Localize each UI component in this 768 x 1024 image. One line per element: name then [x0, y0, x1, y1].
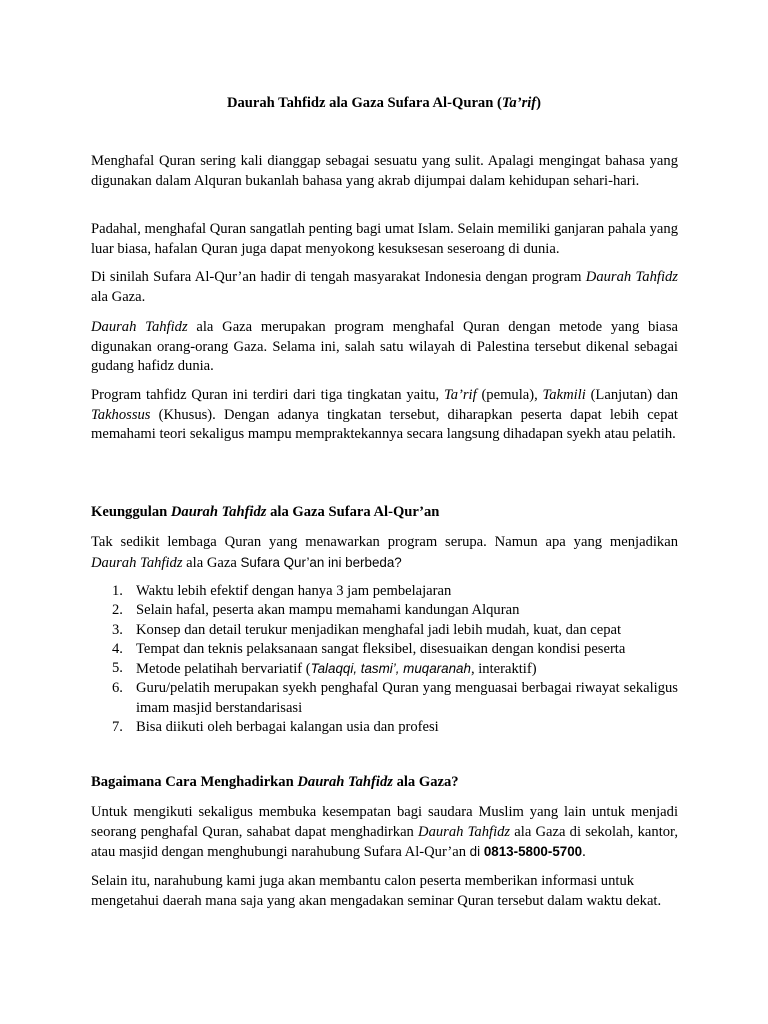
title-italic: Ta’rif — [501, 95, 537, 111]
advantages-list — [91, 582, 678, 737]
closing-paragraph: Selain itu, narahubung kami juga akan membantu calon peserta memberikan informasi untuk mengetahui daerah mana saja yang akan mengadakan seminar Quran tersebut dalam waktu dekat. — [91, 873, 662, 909]
gaza-method-paragraph: Daurah Tahfidz ala Gaza merupakan program menghafal Quran dengan metode yang biasa digunakan orang-orang Gaza. Selama ini, salah satu wilayah di Palestina tersebut dikenal sebagai gudang hafidz dunia. — [91, 319, 678, 374]
levels-paragraph: Program tahfidz Quran ini terdiri dari tiga tingkatan yaitu, Ta’rif (pemula), Takmili (Lanjutan) dan Takhossus (Khusus). Dengan adanya tingkatan tersebut, diharapkan peserta dapat lebih cepat memahami teori sekaligus mampu mempraktekannya secara langsung dihadapan syekh atau pelatih. — [91, 387, 678, 442]
list-item: 6. Guru/pelatih merupakan syekh penghafal Quran yang menguasai berbagai riwayat sekaligus imam masjid berstandarisasi — [112, 680, 678, 716]
section-heading-keunggulan: Keunggulan Daurah Tahfidz ala Gaza Sufara Al-Qur’an — [91, 504, 440, 520]
title-text: Daurah Tahfidz ala Gaza Sufara Al-Quran ( — [226, 95, 502, 111]
intro-paragraph-2: Padahal, menghafal Quran sangatlah penting bagi umat Islam. Selain memiliki ganjaran pahala yang luar biasa, hafalan Quran juga dapat menyokong kesuksesan seseroang di dunia. — [91, 221, 678, 257]
list-item: 2. Selain hafal, peserta akan mampu memahami kandungan Alquran — [112, 602, 520, 619]
keunggulan-lead: Tak sedikit lembaga Quran yang menawarkan program serupa. Namun apa yang menjadikan Daurah Tahfidz ala Gaza Sufara Qur’an ini berbeda? — [91, 534, 678, 571]
list-item: 5. Metode pelatihah bervariatif (Talaqqi, tasmi’, muqaranah, interaktif) — [112, 660, 537, 678]
list-item: 4. Tempat dan teknis pelaksanaan sangat fleksibel, disesuaikan dengan kondisi peserta — [112, 640, 626, 657]
list-item: 3. Konsep dan detail terukur menjadikan menghafal jadi lebih mudah, kuat, dan cepat — [112, 621, 622, 638]
list-item: 7. Bisa diikuti oleh berbagai kalangan usia dan profesi — [112, 719, 439, 736]
program-paragraph: Di sinilah Sufara Al-Qur’an hadir di tengah masyarakat Indonesia dengan program Daurah Tahfidz ala Gaza. — [91, 269, 678, 305]
contact-paragraph: Untuk mengikuti sekaligus membuka kesempatan bagi saudara Muslim yang lain untuk menjadi seorang penghafal Quran, sahabat dapat menghadirkan Daurah Tahfidz ala Gaza di sekolah, kantor, atau masjid dengan menghubungi narahubung Sufara Al-Qur’an di 0813-5800-5700. — [91, 804, 678, 860]
phone-number: 0813-5800-5700 — [483, 844, 583, 859]
list-item: 1. Waktu lebih efektif dengan hanya 3 jam pembelajaran — [112, 583, 452, 599]
section-heading-cara: Bagaimana Cara Menghadirkan Daurah Tahfidz ala Gaza? — [91, 774, 459, 790]
intro-paragraph-1: Menghafal Quran sering kali dianggap sebagai sesuatu yang sulit. Apalagi mengingat bahasa yang digunakan dalam Alquran bukanlah bahasa yang akrab dijumpai dalam kehidupan sehari-hari. — [91, 153, 678, 189]
document-title — [0, 94, 768, 114]
title-close: ) — [536, 95, 542, 111]
